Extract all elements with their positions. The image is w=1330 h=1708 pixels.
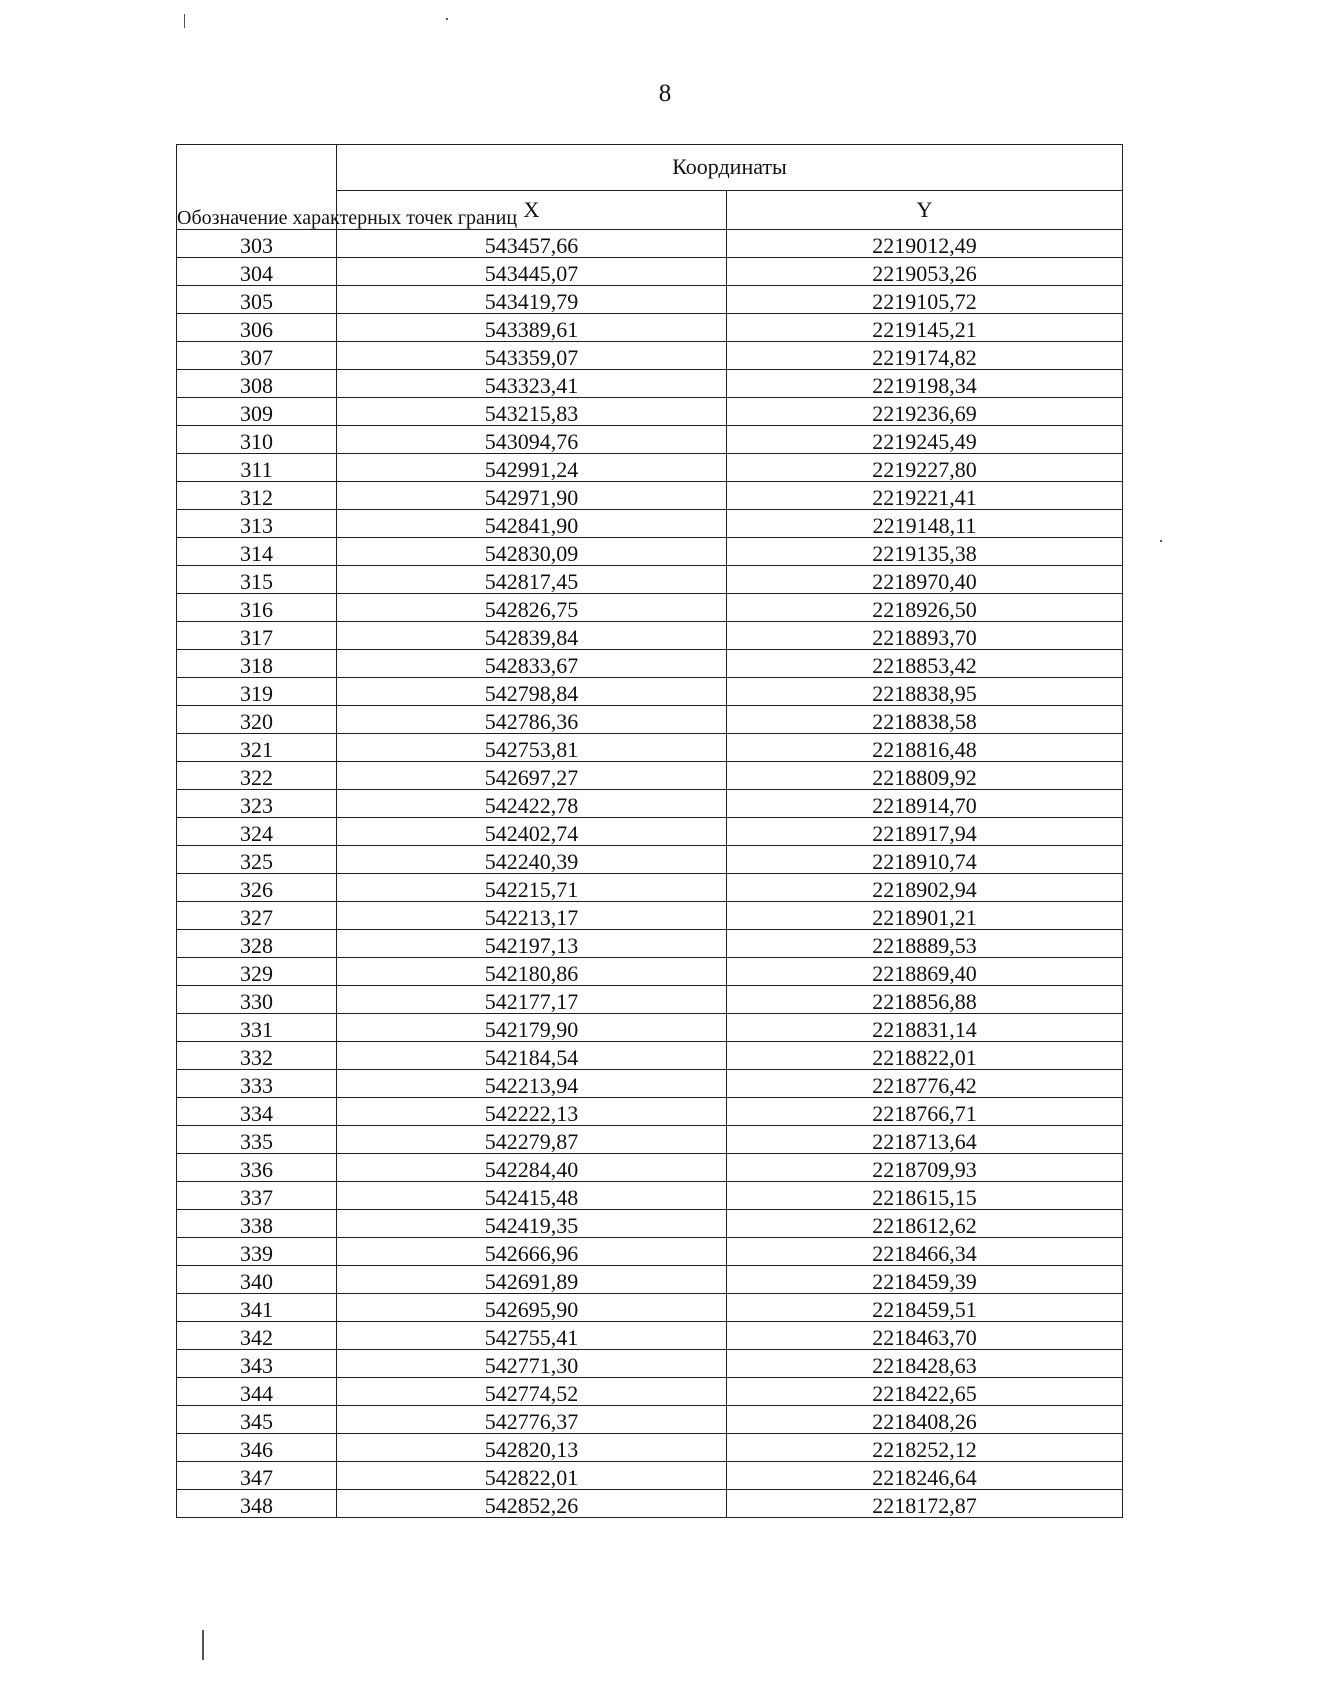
y-cell: 2218709,93 — [727, 1154, 1123, 1182]
point-cell: 305 — [177, 286, 337, 314]
scan-artifact — [184, 14, 185, 28]
x-cell: 543457,66 — [337, 230, 727, 258]
point-cell: 328 — [177, 930, 337, 958]
y-cell: 2219012,49 — [727, 230, 1123, 258]
x-cell: 543359,07 — [337, 342, 727, 370]
y-cell: 2218902,94 — [727, 874, 1123, 902]
x-cell: 542666,96 — [337, 1238, 727, 1266]
x-cell: 543094,76 — [337, 426, 727, 454]
x-cell: 542419,35 — [337, 1210, 727, 1238]
x-cell: 542180,86 — [337, 958, 727, 986]
table-row — [177, 1042, 1123, 1070]
x-cell: 543323,41 — [337, 370, 727, 398]
y-cell: 2218816,48 — [727, 734, 1123, 762]
y-cell: 2218612,62 — [727, 1210, 1123, 1238]
table-row — [177, 1322, 1123, 1350]
table-row — [177, 1266, 1123, 1294]
table-header — [177, 145, 1123, 230]
x-cell: 542695,90 — [337, 1294, 727, 1322]
y-cell: 2219227,80 — [727, 454, 1123, 482]
point-cell: 333 — [177, 1070, 337, 1098]
y-cell: 2218926,50 — [727, 594, 1123, 622]
point-cell: 342 — [177, 1322, 337, 1350]
point-cell: 310 — [177, 426, 337, 454]
x-cell: 542213,17 — [337, 902, 727, 930]
table-row — [177, 286, 1123, 314]
point-cell: 338 — [177, 1210, 337, 1238]
y-cell: 2218766,71 — [727, 1098, 1123, 1126]
header-point-label: Обозначение характерных точек границ — [177, 145, 337, 230]
y-cell: 2218856,88 — [727, 986, 1123, 1014]
point-cell: 341 — [177, 1294, 337, 1322]
y-cell: 2218463,70 — [727, 1322, 1123, 1350]
x-cell: 542753,81 — [337, 734, 727, 762]
point-cell: 312 — [177, 482, 337, 510]
x-cell: 542841,90 — [337, 510, 727, 538]
x-cell: 542786,36 — [337, 706, 727, 734]
x-cell: 542184,54 — [337, 1042, 727, 1070]
x-cell: 542820,13 — [337, 1434, 727, 1462]
scan-artifact — [202, 1630, 204, 1660]
y-cell: 2218838,58 — [727, 706, 1123, 734]
x-cell: 542755,41 — [337, 1322, 727, 1350]
y-cell: 2218869,40 — [727, 958, 1123, 986]
point-cell: 332 — [177, 1042, 337, 1070]
y-cell: 2218776,42 — [727, 1070, 1123, 1098]
y-cell: 2218822,01 — [727, 1042, 1123, 1070]
y-cell: 2219135,38 — [727, 538, 1123, 566]
point-cell: 316 — [177, 594, 337, 622]
y-cell: 2218428,63 — [727, 1350, 1123, 1378]
x-cell: 542222,13 — [337, 1098, 727, 1126]
y-cell: 2219221,41 — [727, 482, 1123, 510]
table-row — [177, 790, 1123, 818]
x-cell: 542240,39 — [337, 846, 727, 874]
point-cell: 330 — [177, 986, 337, 1014]
page-number: 8 — [658, 80, 672, 107]
y-cell: 2219198,34 — [727, 370, 1123, 398]
point-cell: 327 — [177, 902, 337, 930]
x-cell: 543419,79 — [337, 286, 727, 314]
header-x: X — [337, 190, 727, 229]
table-row — [177, 650, 1123, 678]
point-cell: 306 — [177, 314, 337, 342]
x-cell: 542691,89 — [337, 1266, 727, 1294]
x-cell: 542279,87 — [337, 1126, 727, 1154]
point-cell: 331 — [177, 1014, 337, 1042]
table-row — [177, 706, 1123, 734]
x-cell: 542774,52 — [337, 1378, 727, 1406]
y-cell: 2218466,34 — [727, 1238, 1123, 1266]
table-row — [177, 902, 1123, 930]
x-cell: 542839,84 — [337, 622, 727, 650]
table-row — [177, 1182, 1123, 1210]
table-row — [177, 1294, 1123, 1322]
x-cell: 542798,84 — [337, 678, 727, 706]
y-cell: 2218408,26 — [727, 1406, 1123, 1434]
point-cell: 346 — [177, 1434, 337, 1462]
point-cell: 343 — [177, 1350, 337, 1378]
point-cell: 340 — [177, 1266, 337, 1294]
y-cell: 2218853,42 — [727, 650, 1123, 678]
x-cell: 542833,67 — [337, 650, 727, 678]
point-cell: 320 — [177, 706, 337, 734]
table-row — [177, 622, 1123, 650]
x-cell: 542415,48 — [337, 1182, 727, 1210]
table-row — [177, 258, 1123, 286]
point-cell: 336 — [177, 1154, 337, 1182]
y-cell: 2218459,39 — [727, 1266, 1123, 1294]
x-cell: 543215,83 — [337, 398, 727, 426]
point-cell: 345 — [177, 1406, 337, 1434]
table-row — [177, 1154, 1123, 1182]
x-cell: 542852,26 — [337, 1490, 727, 1518]
point-cell: 311 — [177, 454, 337, 482]
y-cell: 2218901,21 — [727, 902, 1123, 930]
point-cell: 303 — [177, 230, 337, 258]
x-cell: 542826,75 — [337, 594, 727, 622]
y-cell: 2219236,69 — [727, 398, 1123, 426]
point-cell: 326 — [177, 874, 337, 902]
x-cell: 542971,90 — [337, 482, 727, 510]
table-row — [177, 370, 1123, 398]
table-body — [177, 230, 1123, 1518]
point-cell: 304 — [177, 258, 337, 286]
table-row — [177, 342, 1123, 370]
header-y: Y — [727, 190, 1123, 229]
table-row — [177, 566, 1123, 594]
table-row — [177, 818, 1123, 846]
table-row — [177, 986, 1123, 1014]
point-cell: 313 — [177, 510, 337, 538]
y-cell: 2219245,49 — [727, 426, 1123, 454]
x-cell: 543389,61 — [337, 314, 727, 342]
x-cell: 542991,24 — [337, 454, 727, 482]
point-cell: 307 — [177, 342, 337, 370]
x-cell: 543445,07 — [337, 258, 727, 286]
x-cell: 542776,37 — [337, 1406, 727, 1434]
point-cell: 339 — [177, 1238, 337, 1266]
x-cell: 542697,27 — [337, 762, 727, 790]
point-cell: 317 — [177, 622, 337, 650]
x-cell: 542422,78 — [337, 790, 727, 818]
table-row — [177, 762, 1123, 790]
table-row — [177, 930, 1123, 958]
y-cell: 2218422,65 — [727, 1378, 1123, 1406]
table-row — [177, 482, 1123, 510]
table-row — [177, 1462, 1123, 1490]
table-row — [177, 1210, 1123, 1238]
point-cell: 321 — [177, 734, 337, 762]
y-cell: 2218809,92 — [727, 762, 1123, 790]
x-cell: 542822,01 — [337, 1462, 727, 1490]
x-cell: 542213,94 — [337, 1070, 727, 1098]
y-cell: 2219148,11 — [727, 510, 1123, 538]
table-row — [177, 678, 1123, 706]
y-cell: 2218252,12 — [727, 1434, 1123, 1462]
point-cell: 337 — [177, 1182, 337, 1210]
point-cell: 325 — [177, 846, 337, 874]
point-cell: 335 — [177, 1126, 337, 1154]
point-cell: 323 — [177, 790, 337, 818]
point-cell: 347 — [177, 1462, 337, 1490]
x-cell: 542817,45 — [337, 566, 727, 594]
x-cell: 542177,17 — [337, 986, 727, 1014]
table-row — [177, 230, 1123, 258]
table-row — [177, 958, 1123, 986]
point-cell: 329 — [177, 958, 337, 986]
table-row — [177, 1434, 1123, 1462]
point-cell: 315 — [177, 566, 337, 594]
y-cell: 2218831,14 — [727, 1014, 1123, 1042]
point-cell: 348 — [177, 1490, 337, 1518]
y-cell: 2218970,40 — [727, 566, 1123, 594]
table-row — [177, 314, 1123, 342]
table-row — [177, 1238, 1123, 1266]
header-coordinates: Координаты — [337, 145, 1123, 191]
x-cell: 542215,71 — [337, 874, 727, 902]
table-row — [177, 1490, 1123, 1518]
table-row — [177, 538, 1123, 566]
x-cell: 542197,13 — [337, 930, 727, 958]
y-cell: 2218459,51 — [727, 1294, 1123, 1322]
scan-artifact — [1160, 540, 1162, 542]
x-cell: 542179,90 — [337, 1014, 727, 1042]
y-cell: 2218615,15 — [727, 1182, 1123, 1210]
table-row — [177, 1098, 1123, 1126]
table-row — [177, 426, 1123, 454]
table-row — [177, 594, 1123, 622]
point-cell: 314 — [177, 538, 337, 566]
coordinates-table — [176, 144, 1123, 1518]
x-cell: 542830,09 — [337, 538, 727, 566]
table-row — [177, 1070, 1123, 1098]
point-cell: 308 — [177, 370, 337, 398]
y-cell: 2218713,64 — [727, 1126, 1123, 1154]
table-row — [177, 510, 1123, 538]
table-row — [177, 1126, 1123, 1154]
table-row — [177, 734, 1123, 762]
table-row — [177, 1378, 1123, 1406]
point-cell: 318 — [177, 650, 337, 678]
table-row — [177, 398, 1123, 426]
table-row — [177, 1406, 1123, 1434]
x-cell: 542771,30 — [337, 1350, 727, 1378]
table-row — [177, 1350, 1123, 1378]
y-cell: 2218893,70 — [727, 622, 1123, 650]
y-cell: 2218172,87 — [727, 1490, 1123, 1518]
point-cell: 324 — [177, 818, 337, 846]
point-cell: 334 — [177, 1098, 337, 1126]
y-cell: 2218889,53 — [727, 930, 1123, 958]
table-row — [177, 1014, 1123, 1042]
y-cell: 2218914,70 — [727, 790, 1123, 818]
table-row — [177, 846, 1123, 874]
table-row — [177, 874, 1123, 902]
point-cell: 322 — [177, 762, 337, 790]
scan-artifact — [446, 18, 448, 20]
y-cell: 2218917,94 — [727, 818, 1123, 846]
y-cell: 2219053,26 — [727, 258, 1123, 286]
x-cell: 542284,40 — [337, 1154, 727, 1182]
point-cell: 309 — [177, 398, 337, 426]
point-cell: 319 — [177, 678, 337, 706]
y-cell: 2219105,72 — [727, 286, 1123, 314]
y-cell: 2218910,74 — [727, 846, 1123, 874]
y-cell: 2219174,82 — [727, 342, 1123, 370]
point-cell: 344 — [177, 1378, 337, 1406]
y-cell: 2219145,21 — [727, 314, 1123, 342]
table-row — [177, 454, 1123, 482]
y-cell: 2218838,95 — [727, 678, 1123, 706]
x-cell: 542402,74 — [337, 818, 727, 846]
y-cell: 2218246,64 — [727, 1462, 1123, 1490]
